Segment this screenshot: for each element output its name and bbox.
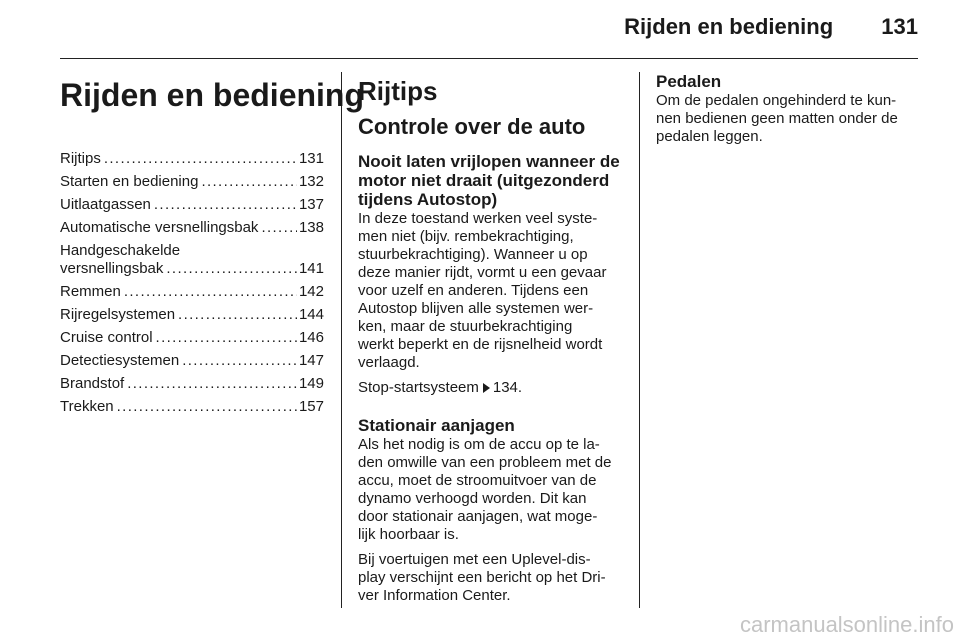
text-line: nen bedienen geen matten onder de bbox=[656, 110, 898, 127]
text-line: Autostop blijven alle systemen wer- bbox=[358, 300, 594, 317]
block3-paragraph bbox=[656, 92, 921, 146]
toc-label: Handgeschakelde bbox=[60, 242, 181, 259]
toc-label: Trekken bbox=[60, 398, 114, 415]
page-number: 131 bbox=[881, 14, 918, 39]
text-line: men niet (bijv. rembekrachtiging, bbox=[358, 228, 574, 245]
block2-paragraph-2 bbox=[358, 551, 623, 605]
heading-line: motor niet draait (uitgezonderd bbox=[358, 171, 610, 190]
toc-label: versnellingsbak bbox=[60, 260, 164, 277]
column-toc bbox=[60, 72, 365, 608]
block1-paragraph bbox=[358, 210, 623, 372]
text-line: Bij voertuigen met een Uplevel-dis- bbox=[358, 551, 591, 568]
text-line: werkt beperkt en de rijsnelheid wordt bbox=[358, 336, 603, 353]
toc-page-number: 142 bbox=[298, 283, 324, 300]
header-rule bbox=[60, 58, 918, 59]
toc-entry[interactable] bbox=[60, 150, 324, 168]
text-line: ver Information Center. bbox=[358, 587, 511, 604]
toc-label: Detectiesystemen bbox=[60, 352, 180, 369]
toc-entry[interactable] bbox=[60, 196, 324, 214]
text-line: accu, moet de stroomuitvoer van de bbox=[358, 472, 597, 489]
text-line: deze manier rijdt, vormt u een gevaar bbox=[358, 264, 607, 281]
text-line: dynamo verhoogd worden. Dit kan bbox=[358, 490, 587, 507]
toc-entry[interactable] bbox=[60, 375, 324, 393]
toc-entry[interactable] bbox=[60, 329, 324, 347]
toc-entry-line bbox=[60, 242, 324, 260]
toc-page-number: 138 bbox=[298, 219, 324, 236]
text-line: den omwille van een probleem met de bbox=[358, 454, 612, 471]
toc-page-number: 131 bbox=[298, 150, 324, 167]
toc-page-number: 147 bbox=[298, 352, 324, 369]
toc-leader bbox=[166, 260, 297, 278]
toc-label: Rijregelsystemen bbox=[60, 306, 176, 323]
toc-label: Cruise control bbox=[60, 329, 153, 346]
toc-leader bbox=[154, 196, 297, 214]
cross-reference[interactable] bbox=[358, 379, 623, 397]
xref-page: 134. bbox=[492, 379, 523, 396]
block2-paragraph-1 bbox=[358, 436, 623, 544]
heading-line: tijdens Autostop) bbox=[358, 190, 498, 209]
block2-heading: Stationair aanjagen bbox=[358, 416, 515, 435]
running-head-title: Rijden en bediening bbox=[624, 14, 834, 39]
table-of-contents bbox=[60, 150, 324, 416]
column-divider-1 bbox=[341, 72, 342, 608]
section-title: Rijtips bbox=[358, 76, 438, 106]
text-line: stuurbekrachtiging). Wanneer u op bbox=[358, 246, 588, 263]
text-line: voor uzelf en anderen. Tijdens een bbox=[358, 282, 589, 299]
toc-page-number: 132 bbox=[298, 173, 324, 190]
toc-entry[interactable] bbox=[60, 283, 324, 301]
text-line: play verschijnt een bericht op het Dri- bbox=[358, 569, 606, 586]
toc-page-number: 144 bbox=[298, 306, 324, 323]
column-right bbox=[656, 72, 921, 608]
toc-page-number: 137 bbox=[298, 196, 324, 213]
toc-entry[interactable] bbox=[60, 306, 324, 324]
toc-label: Automatische versnellingsbak bbox=[60, 219, 259, 236]
toc-page-number: 141 bbox=[298, 260, 324, 277]
text-line: Om de pedalen ongehinderd te kun- bbox=[656, 92, 897, 109]
column-main bbox=[358, 72, 623, 608]
block3-heading: Pedalen bbox=[656, 72, 722, 91]
toc-leader bbox=[201, 173, 297, 191]
toc-leader bbox=[182, 352, 297, 370]
toc-leader bbox=[261, 219, 297, 237]
toc-page-number: 146 bbox=[298, 329, 324, 346]
chapter-title: Rijden en bediening bbox=[60, 77, 365, 113]
text-line: In deze toestand werken veel syste- bbox=[358, 210, 598, 227]
toc-entry[interactable] bbox=[60, 260, 324, 278]
toc-entry[interactable] bbox=[60, 219, 324, 237]
toc-entry[interactable] bbox=[60, 352, 324, 370]
section-subtitle: Controle over de auto bbox=[358, 114, 586, 139]
heading-line: Nooit laten vrijlopen wanneer de bbox=[358, 152, 620, 171]
toc-label: Remmen bbox=[60, 283, 121, 300]
toc-leader bbox=[117, 398, 297, 416]
text-line: ken, maar de stuurbekrachtiging bbox=[358, 318, 573, 335]
text-line: Als het nodig is om de accu op te la- bbox=[358, 436, 600, 453]
toc-page-number: 149 bbox=[298, 375, 324, 392]
toc-leader bbox=[156, 329, 297, 347]
toc-entry[interactable] bbox=[60, 398, 324, 416]
toc-leader bbox=[104, 150, 297, 168]
running-head bbox=[624, 14, 918, 40]
toc-label: Rijtips bbox=[60, 150, 101, 167]
toc-label: Brandstof bbox=[60, 375, 125, 392]
toc-entry[interactable] bbox=[60, 173, 324, 191]
toc-leader bbox=[178, 306, 297, 324]
column-divider-2 bbox=[639, 72, 640, 608]
block1-heading bbox=[358, 152, 623, 209]
toc-label: Uitlaatgassen bbox=[60, 196, 151, 213]
cross-reference-arrow-icon bbox=[483, 383, 490, 393]
text-line: pedalen leggen. bbox=[656, 128, 763, 145]
watermark: carmanualsonline.info bbox=[739, 612, 954, 637]
toc-page-number: 157 bbox=[298, 398, 324, 415]
text-line: lijk hoorbaar is. bbox=[358, 526, 459, 543]
text-line: verlaagd. bbox=[358, 354, 420, 371]
text-line: door stationair aanjagen, wat moge- bbox=[358, 508, 598, 525]
xref-text: Stop-startsysteem bbox=[358, 379, 479, 396]
toc-leader bbox=[127, 375, 297, 393]
toc-label: Starten en bediening bbox=[60, 173, 199, 190]
toc-leader bbox=[124, 283, 297, 301]
